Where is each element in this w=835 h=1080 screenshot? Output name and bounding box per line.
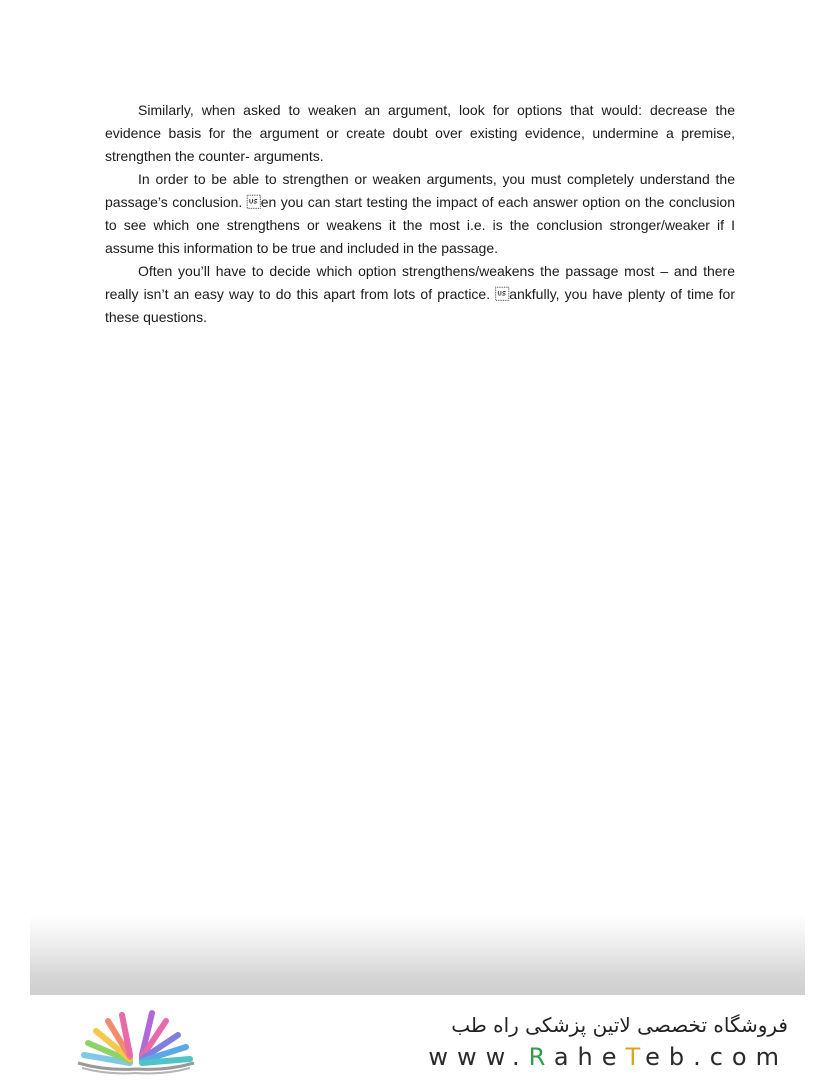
open-book-rainbow-icon bbox=[70, 1005, 202, 1075]
footer-banner bbox=[0, 995, 835, 1080]
footer-shadow-band bbox=[30, 915, 805, 995]
document-body bbox=[105, 99, 735, 329]
url-prefix: www. bbox=[428, 1043, 529, 1071]
paragraph-2: In order to be able to strengthen or weaken arguments, you must completely understand the passage’s conclusion. en you can start testing the impact of each answer option on the conclusion to see which one strengthens or weakens it the most i.e. is the conclusion stronger/weaker if I assume this information to be true and included in the passage. bbox=[105, 171, 735, 256]
url-suffix: eb.com bbox=[645, 1043, 788, 1071]
url-letter-t: T bbox=[625, 1043, 646, 1071]
url-letter-r: R bbox=[528, 1043, 554, 1071]
url-ahe: ahe bbox=[553, 1043, 626, 1071]
paragraph-3: Often you’ll have to decide which option strengthens/weakens the passage most – and there really isn’t an easy way to do this apart from lots of practice. ankfully, you have plenty of time for these questions. bbox=[105, 263, 735, 325]
site-url[interactable] bbox=[428, 1043, 788, 1071]
store-name: فروشگاه تخصصی لاتین پزشکی راه طب bbox=[451, 1013, 788, 1037]
paragraph-1: Similarly, when asked to weaken an argument, look for options that would: decrease the evidence basis for the argument or create doubt over existing evidence, undermine a premise, strengthen the counter- arguments. bbox=[105, 102, 735, 164]
